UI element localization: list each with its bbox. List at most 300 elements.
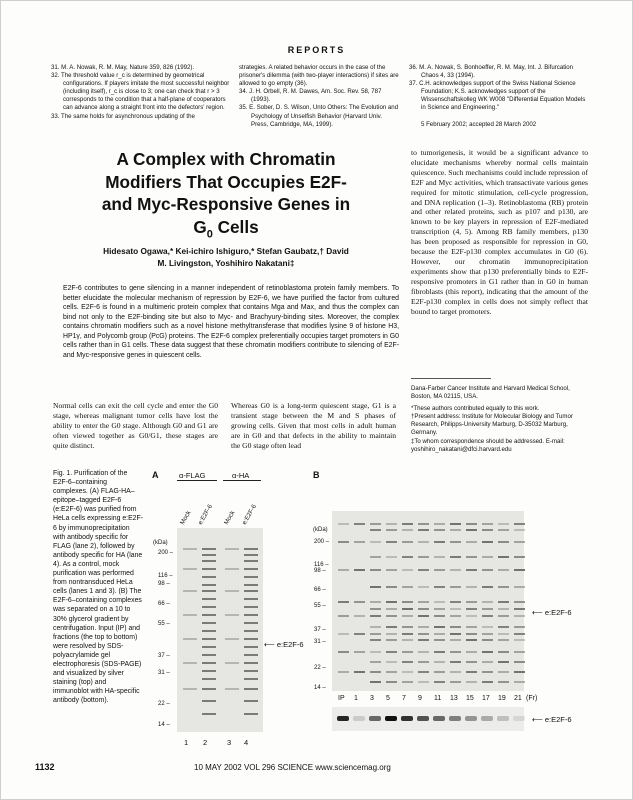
gel-b-band xyxy=(386,681,397,683)
gel-b-band xyxy=(338,633,349,635)
gel-b-band xyxy=(386,569,397,571)
gel-b-band xyxy=(450,633,461,635)
gel-b-band xyxy=(386,661,397,663)
gel-b-band xyxy=(434,523,445,525)
reference-32: 32. The threshold value r_c is determined by geometrical configurations. If players imitate the most successful neighbor (including itself), r_c is close to 3; one can check that r > 3 corresponds to the condition that a half-plane of cooperators can advance along a straight front into the defectors' region. xyxy=(51,72,230,112)
gel-b-band xyxy=(482,601,493,603)
fraction-19: 19 xyxy=(498,695,506,702)
gel-b-band xyxy=(354,615,365,617)
gel-b-band xyxy=(402,671,413,673)
gel-b-band xyxy=(434,681,445,683)
gel-b-band xyxy=(354,651,365,653)
panel-b-arrow: ⟵ e:E2F-6 xyxy=(532,608,572,617)
panel-a-arrow-label: e:E2F-6 xyxy=(276,640,304,649)
gel-b-band xyxy=(450,651,461,653)
gel-b-band xyxy=(434,639,445,641)
gel-b-band xyxy=(434,529,445,531)
gel-b-band xyxy=(418,601,429,603)
gel-b-band xyxy=(338,651,349,653)
gel-b-band xyxy=(386,671,397,673)
gel-b-band xyxy=(434,633,445,635)
gel-b-band xyxy=(498,651,509,653)
gel-b-band xyxy=(370,608,381,610)
gel-b-band xyxy=(370,633,381,635)
gel-b-band xyxy=(434,541,445,543)
gel-b-band xyxy=(354,633,365,635)
gel-b-band xyxy=(418,633,429,635)
affiliations xyxy=(411,378,588,458)
marker-b-22: 22 – xyxy=(314,665,326,671)
gel-a-band xyxy=(244,590,258,592)
gel-b-band xyxy=(370,556,381,558)
gel-b-band xyxy=(466,601,477,603)
gel-b-band xyxy=(450,541,461,543)
fraction-17: 17 xyxy=(482,695,490,702)
gel-b-band xyxy=(386,556,397,558)
gel-a-band xyxy=(202,590,216,592)
gel-a-band xyxy=(183,638,197,640)
gel-a-band xyxy=(183,568,197,570)
gel-b-band xyxy=(354,541,365,543)
authors-line-1: Hidesato Ogawa,* Kei-ichiro Ishiguro,* Stefan Gaubatz,† David xyxy=(103,246,349,256)
gel-b-band xyxy=(370,651,381,653)
gel-a-band xyxy=(225,614,239,616)
gel-a-band xyxy=(183,688,197,690)
gel-b-band xyxy=(450,556,461,558)
gel-b-band xyxy=(514,529,525,531)
gel-a-band xyxy=(202,548,216,550)
gel-b-band xyxy=(338,615,349,617)
gel-a-band xyxy=(202,598,216,600)
blot-band xyxy=(401,716,413,721)
gel-b-band xyxy=(450,671,461,673)
panel-a-label: A xyxy=(152,470,159,480)
gel-b-band xyxy=(514,639,525,641)
gel-b-band xyxy=(370,529,381,531)
marker-a-98: 98 – xyxy=(158,581,170,587)
marker-a-66: 66 – xyxy=(158,601,170,607)
gel-a-band xyxy=(244,654,258,656)
gel-b-band xyxy=(466,626,477,628)
gel-b-band xyxy=(386,586,397,588)
gel-a-band xyxy=(225,688,239,690)
gel-b-band xyxy=(482,633,493,635)
gel-b-band xyxy=(466,615,477,617)
gel-b-band xyxy=(338,541,349,543)
gel-b-band xyxy=(466,681,477,683)
gel-b-band xyxy=(466,541,477,543)
gel-b-band xyxy=(402,556,413,558)
gel-b-band xyxy=(354,569,365,571)
gel-a-band xyxy=(202,576,216,578)
body-left-column: Normal cells can exit the cell cycle and enter the G0 stage, whereas malignant tumor cells have lost the ability to enter the G0 stage. Although G0 and G1 are often viewed together as G0/G1, these stages are quite distinct. xyxy=(53,401,218,450)
gel-b-band xyxy=(498,608,509,610)
gel-a-band xyxy=(202,638,216,640)
gel-b-band xyxy=(434,608,445,610)
reference-31: 31. M. A. Nowak, R. M. May, Nature 359, 826 (1992). xyxy=(51,64,195,71)
blot-band xyxy=(513,716,525,721)
marker-b-31: 31 – xyxy=(314,639,326,645)
blot-band xyxy=(369,716,381,721)
gel-a-band xyxy=(225,638,239,640)
gel-b-band xyxy=(482,608,493,610)
reference-33-cont: strategies. A related behavior occurs in the case of the prisoner's dilemma (with two-player interactions) if sites are allowed to go empty (36). xyxy=(239,64,399,88)
gel-b-band xyxy=(402,569,413,571)
gel-b-band xyxy=(370,541,381,543)
blot-band xyxy=(433,716,445,721)
group-flag: α-FLAG xyxy=(179,471,206,480)
gel-b-band xyxy=(418,661,429,663)
lane-3-label: Mock xyxy=(222,509,237,526)
gel-b-band xyxy=(402,639,413,641)
note-present-address: †Present address: Institute for Molecular Biology and Tumor Research, Philipps-University Marburg, D-35032 Marburg, Germany. xyxy=(411,413,573,437)
gel-a-band xyxy=(202,688,216,690)
gel-b-band xyxy=(514,633,525,635)
gel-a-band xyxy=(202,606,216,608)
gel-b-band xyxy=(450,586,461,588)
gel-b-band xyxy=(514,523,525,525)
gel-a-band xyxy=(202,670,216,672)
marker-b-98: 98 – xyxy=(314,568,326,574)
gel-b-band xyxy=(338,671,349,673)
gel-b-band xyxy=(450,523,461,525)
gel-b-band xyxy=(386,529,397,531)
gel-b-band xyxy=(338,601,349,603)
gel-b-band xyxy=(466,633,477,635)
gel-b-band xyxy=(434,556,445,558)
gel-a-band xyxy=(202,614,216,616)
gel-a-band xyxy=(202,654,216,656)
gel-a-band xyxy=(244,606,258,608)
gel-b-band xyxy=(466,608,477,610)
gel-a-band xyxy=(244,614,258,616)
gel-b-band xyxy=(370,601,381,603)
gel-a-band xyxy=(202,700,216,702)
gel-b-band xyxy=(450,661,461,663)
gel-a-band xyxy=(202,554,216,556)
gel-b-band xyxy=(418,681,429,683)
authors-line-2: M. Livingston, Yoshihiro Nakatani‡ xyxy=(157,258,295,268)
marker-a-37: 37 – xyxy=(158,653,170,659)
panel-b-immunoblot xyxy=(332,707,524,731)
gel-b-band xyxy=(402,633,413,635)
gel-a-band xyxy=(244,568,258,570)
gel-b-band xyxy=(418,608,429,610)
gel-a-band xyxy=(244,670,258,672)
gel-b-band xyxy=(482,556,493,558)
gel-b-band xyxy=(482,529,493,531)
gel-b-band xyxy=(498,633,509,635)
gel-b-band xyxy=(402,651,413,653)
gel-b-band xyxy=(386,615,397,617)
gel-a-band xyxy=(244,576,258,578)
gel-a-band xyxy=(202,713,216,715)
gel-b-band xyxy=(482,569,493,571)
gel-b-band xyxy=(354,523,365,525)
note-correspondence: ‡To whom correspondence should be addressed. E-mail: yoshihiro_nakatani@dfci.harvard.edu xyxy=(411,437,565,453)
affiliation-divider xyxy=(411,378,491,379)
gel-b-band xyxy=(514,615,525,617)
gel-a-band xyxy=(244,713,258,715)
blot-band xyxy=(385,716,397,721)
gel-b-band xyxy=(498,556,509,558)
affiliation: Dana-Farber Cancer Institute and Harvard Medical School, Boston, MA 02115, USA. xyxy=(411,385,570,401)
gel-a-band xyxy=(244,560,258,562)
gel-b-band xyxy=(466,671,477,673)
gel-b-band xyxy=(418,586,429,588)
marker-a-31: 31 – xyxy=(158,670,170,676)
fraction-IP: IP xyxy=(338,695,345,702)
page-number: 1132 xyxy=(35,762,55,772)
gel-b-band xyxy=(498,541,509,543)
gel-b-band xyxy=(514,626,525,628)
gel-b-band xyxy=(450,639,461,641)
gel-b-band xyxy=(418,626,429,628)
lane-1-label: Mock xyxy=(178,509,193,526)
panel-b-kda: (kDa) xyxy=(313,527,328,533)
gel-b-band xyxy=(338,523,349,525)
title-line-2: Modifiers That Occupies E2F- xyxy=(105,171,347,192)
gel-b-band xyxy=(418,556,429,558)
gel-b-band xyxy=(514,541,525,543)
gel-b-band xyxy=(514,681,525,683)
gel-b-band xyxy=(386,626,397,628)
panel-a-arrow: ⟵ e:E2F-6 xyxy=(264,640,304,649)
figure-caption: Fig. 1. Purification of the E2F-6–containing complexes. (A) FLAG-HA–epitope–tagged E2F-6 (e:E2F-6) was purified from HeLa cells expressing e:E2F-6 by immunoprecipitation with antibody specific for FLAG (lane 2), followed by antibody specific for HA (lane 4). As a control, mock purification was performed from nontransduced HeLa cells (lanes 1 and 3). (B) The E2F-6–containing complexes was separated on a 10 to 30% glycerol gradient by centrifugation. Input (IP) and fractions (the top to bottom) were resolved by SDS-polyacrylamide gel electrophoresis (SDS-PAGE) and visualized by silver staining (top) and immunoblot with HA-specific antibody (bottom). xyxy=(53,470,144,705)
gel-b-band xyxy=(482,523,493,525)
blot-band xyxy=(497,716,509,721)
gel-b-band xyxy=(418,671,429,673)
references-column-2 xyxy=(239,64,399,129)
gel-b-band xyxy=(370,671,381,673)
gel-b-band xyxy=(482,661,493,663)
gel-b-band xyxy=(498,569,509,571)
gel-b-band xyxy=(434,586,445,588)
gel-b-band xyxy=(434,671,445,673)
gel-a-band xyxy=(202,584,216,586)
gel-b-band xyxy=(514,586,525,588)
gel-b-band xyxy=(450,615,461,617)
gel-b-band xyxy=(434,615,445,617)
blot-band xyxy=(465,716,477,721)
gel-b-band xyxy=(466,569,477,571)
title-line-4 xyxy=(53,216,399,246)
gel-b-band xyxy=(466,586,477,588)
gel-b-band xyxy=(498,529,509,531)
gel-b-band xyxy=(402,661,413,663)
marker-b-66: 66 – xyxy=(314,587,326,593)
gel-b-band xyxy=(402,681,413,683)
gel-b-band xyxy=(498,661,509,663)
fraction-3: 3 xyxy=(370,695,374,702)
gel-b-band xyxy=(354,671,365,673)
gel-b-band xyxy=(514,608,525,610)
gel-b-band xyxy=(402,586,413,588)
gel-b-band xyxy=(386,541,397,543)
gel-a-band xyxy=(244,548,258,550)
gel-b-band xyxy=(370,639,381,641)
gel-a-band xyxy=(183,548,197,550)
lane-number-4: 4 xyxy=(244,738,249,747)
title-subscript: 0 xyxy=(206,227,213,240)
title-g: G xyxy=(193,216,207,237)
gel-b-band xyxy=(402,608,413,610)
panel-a-kda: (kDa) xyxy=(153,540,168,546)
gel-b-band xyxy=(498,615,509,617)
gel-b-band xyxy=(482,639,493,641)
gel-b-band xyxy=(386,651,397,653)
gel-b-band xyxy=(482,586,493,588)
panel-b-label: B xyxy=(313,470,320,480)
marker-a-116: 116 – xyxy=(158,573,173,579)
gel-a-band xyxy=(225,590,239,592)
gel-b-band xyxy=(418,569,429,571)
gel-b-band xyxy=(370,615,381,617)
gel-a-band xyxy=(183,590,197,592)
reference-36: 36. M. A. Nowak, S. Bonhoeffer, R. M. May, Int. J. Bifurcation Chaos 4, 33 (1994). xyxy=(409,64,574,80)
note-equal-contribution: *These authors contributed equally to this work. xyxy=(411,405,540,413)
body-right-column: to tumorigenesis, it would be a significant advance to elucidate mechanisms whereby normal cells maintain quiescence. Such mechanisms could include repression of E2F and Myc activities, which transactivate various genes required for mitotic stimulation, cell-cycle progression, and DNA replication (1–3). Retinoblastoma (RB) protein and other related proteins, such as p107 and p130, are known to be key players in repression of E2F-mediated transcription (4, 5). Among RB family members, p130 has been proposed as responsible for repression in G0, because the E2F-p130 complex accumulates in G0 (6). However, our chromatin immunoprecipitation experiments show that p130 preferentially binds to E2F-responsive promoters in G1 rather than in G0 in human fibroblasts (this report), indicating that the amount of the E2F-p130 complex in cells does not simply reflect that bound to target promoters. xyxy=(411,148,588,316)
gel-b-band xyxy=(402,541,413,543)
gel-b-band xyxy=(418,651,429,653)
gel-b-band xyxy=(418,541,429,543)
gel-b-band xyxy=(466,529,477,531)
gel-b-band xyxy=(482,626,493,628)
gel-a-band xyxy=(244,638,258,640)
gel-a-band xyxy=(244,688,258,690)
gel-b-band xyxy=(434,661,445,663)
gel-a-band xyxy=(202,568,216,570)
gel-b-band xyxy=(370,681,381,683)
reference-37: 37. C.H. acknowledges support of the Swiss National Science Foundation; K.S. acknowledges support of the Wissenschaftskolleg WK W008 "Differential Equation Models in Science and Engineering." xyxy=(409,80,586,112)
lane-number-2: 2 xyxy=(203,738,208,747)
panel-b-blot-arrow: ⟵ e:E2F-6 xyxy=(532,715,572,724)
blot-band xyxy=(353,716,365,721)
gel-a-band xyxy=(244,622,258,624)
panel-b-blot-arrow-label: e:E2F-6 xyxy=(544,715,572,724)
gel-b-band xyxy=(434,569,445,571)
gel-b-band xyxy=(498,523,509,525)
gel-a-band xyxy=(225,568,239,570)
gel-b-band xyxy=(418,639,429,641)
gel-b-band xyxy=(434,601,445,603)
gel-a-band xyxy=(244,662,258,664)
gel-b-band xyxy=(466,556,477,558)
issue-info: 10 MAY 2002 VOL 296 SCIENCE www.sciencemag.org xyxy=(194,763,391,772)
gel-b-band xyxy=(434,651,445,653)
marker-b-200: 200 – xyxy=(314,539,330,545)
gel-b-band xyxy=(482,541,493,543)
gel-b-band xyxy=(370,661,381,663)
gel-b-band xyxy=(514,569,525,571)
gel-a-band xyxy=(202,560,216,562)
fraction-21: 21 xyxy=(514,695,522,702)
gel-a-band xyxy=(244,584,258,586)
gel-b-band xyxy=(418,523,429,525)
fraction-unit: (Fr) xyxy=(526,695,538,702)
blot-band xyxy=(417,716,429,721)
gel-a-band xyxy=(202,678,216,680)
gel-b-band xyxy=(402,626,413,628)
gel-a-band xyxy=(225,662,239,664)
gel-b-band xyxy=(466,639,477,641)
panel-b-gel xyxy=(332,511,524,691)
gel-b-band xyxy=(402,523,413,525)
blot-band xyxy=(449,716,461,721)
gel-a-band xyxy=(244,646,258,648)
ha-underline xyxy=(223,480,261,481)
references-column-1 xyxy=(51,64,231,121)
gel-a-band xyxy=(244,678,258,680)
gel-b-band xyxy=(514,671,525,673)
panel-a-gel xyxy=(177,528,263,732)
gel-b-band xyxy=(434,626,445,628)
gel-b-band xyxy=(386,601,397,603)
lane-number-3: 3 xyxy=(227,738,232,747)
gel-a-band xyxy=(244,700,258,702)
gel-b-band xyxy=(498,681,509,683)
body-middle-column: Whereas G0 is a long-term quiescent stage, G1 is a transient stage between the M and S phases of growing cells. Given that most cells in adult human are in G0 and that defects in the ability to maintain the G0 stage often lead xyxy=(231,401,396,450)
gel-b-band xyxy=(450,601,461,603)
gel-b-band xyxy=(418,615,429,617)
gel-b-band xyxy=(514,556,525,558)
gel-b-band xyxy=(402,601,413,603)
gel-b-band xyxy=(514,661,525,663)
gel-a-band xyxy=(244,630,258,632)
group-ha: α-HA xyxy=(232,471,250,480)
reference-35: 35. E. Sober, D. S. Wilson, Unto Others: The Evolution and Psychology of Unselfish Behavior (Harvard Univ. Press, Cambridge, MA, 1999). xyxy=(239,104,399,128)
received-date: 5 February 2002; accepted 28 March 2002 xyxy=(421,120,537,128)
lane-2-label: e:E2F-6 xyxy=(196,503,215,526)
gel-a-band xyxy=(244,554,258,556)
flag-underline xyxy=(177,480,217,481)
gel-b-band xyxy=(402,615,413,617)
gel-a-band xyxy=(202,646,216,648)
gel-b-band xyxy=(370,569,381,571)
gel-b-band xyxy=(386,639,397,641)
gel-b-band xyxy=(386,523,397,525)
gel-b-band xyxy=(450,529,461,531)
article-title xyxy=(53,148,399,245)
fraction-13: 13 xyxy=(450,695,458,702)
abstract: E2F-6 contributes to gene silencing in a manner independent of retinoblastoma protein family members. To better elucidate the molecular mechanism of repression by E2F-6, we have purified the factor from cultured cells. E2F-6 is found in a multimeric protein complex that contains Mga and Max, and thus the complex can bind not only to the E2F-binding site but also to Myc- and Brachyury-binding sites. Moreover, the complex contains chromatin modifiers such as a novel histone methyltransferase that modifies lysine 9 of histone H3, HP1γ, and Polycomb group (PcG) proteins. The E2F-6 complex preferentially occupies target promoters in G0 cells rather than in G1 cells. These data suggest that these chromatin modifiers contribute to silencing of E2F- and Myc-responsive genes in quiescent cells. xyxy=(63,285,399,359)
gel-b-band xyxy=(514,601,525,603)
gel-b-band xyxy=(498,639,509,641)
gel-b-band xyxy=(338,569,349,571)
gel-b-band xyxy=(482,681,493,683)
blot-band xyxy=(337,716,349,721)
gel-a-band xyxy=(202,662,216,664)
gel-b-band xyxy=(450,569,461,571)
fraction-7: 7 xyxy=(402,695,406,702)
reference-33: 33. The same holds for asynchronous updating of the xyxy=(51,112,195,120)
gel-a-band xyxy=(225,548,239,550)
lane-number-1: 1 xyxy=(184,738,189,747)
gel-a-band xyxy=(183,614,197,616)
marker-a-22: 22 – xyxy=(158,701,170,707)
gel-b-band xyxy=(482,651,493,653)
gel-b-band xyxy=(498,586,509,588)
marker-a-14: 14 – xyxy=(158,722,170,728)
gel-b-band xyxy=(370,586,381,588)
title-line-3: and Myc-Responsive Genes in xyxy=(101,194,351,214)
gel-b-band xyxy=(498,671,509,673)
gel-b-band xyxy=(418,529,429,531)
gel-a-band xyxy=(244,598,258,600)
gel-b-band xyxy=(498,626,509,628)
gel-b-band xyxy=(370,523,381,525)
gel-b-band xyxy=(450,608,461,610)
